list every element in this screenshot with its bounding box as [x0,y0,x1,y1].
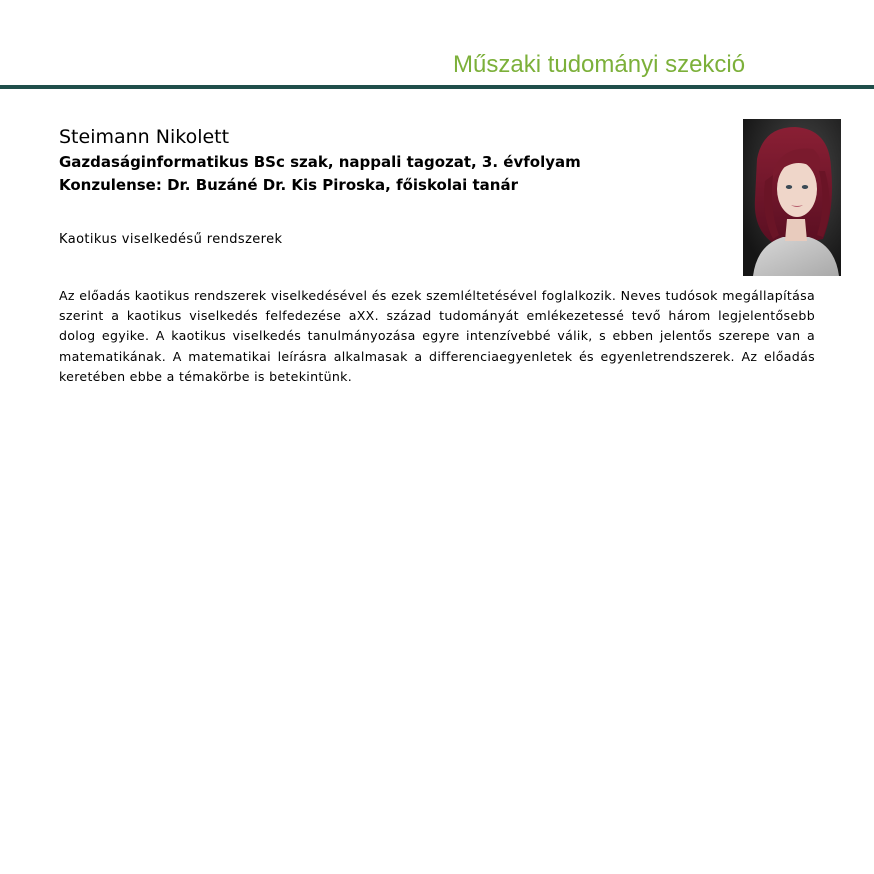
author-photo [743,119,841,276]
study-program: Gazdaságinformatikus BSc szak, nappali tagozat, 3. évfolyam [59,153,581,171]
abstract-text: Az előadás kaotikus rendszerek viselkedésével és ezek szemléltetésével foglalkozik. Neves tudósok megállapítása szerint a kaotikus viselkedés felfedezése aXX. század tudományát emlékezetessé tevő három legjelentősebb dolog egyike. A kaotikus viselkedés tanulmányozása egyre intenzívebbé válik, s ebben jelentős szerepe van a matematikának. A matematikai leírásra alkalmasak a differenciaegyenletek és egyenletrendszerek. Az előadás keretében ebbe a témakörbe is betekintünk. [59,288,815,384]
talk-title: Kaotikus viselkedésű rendszerek [59,232,283,247]
portrait-image [743,119,841,276]
consultant: Konzulense: Dr. Buzáné Dr. Kis Piroska, főiskolai tanár [59,176,518,194]
author-name: Steimann Nikolett [59,126,230,148]
section-title: Műszaki tudományi szekció [453,51,746,78]
header-divider [0,85,874,89]
